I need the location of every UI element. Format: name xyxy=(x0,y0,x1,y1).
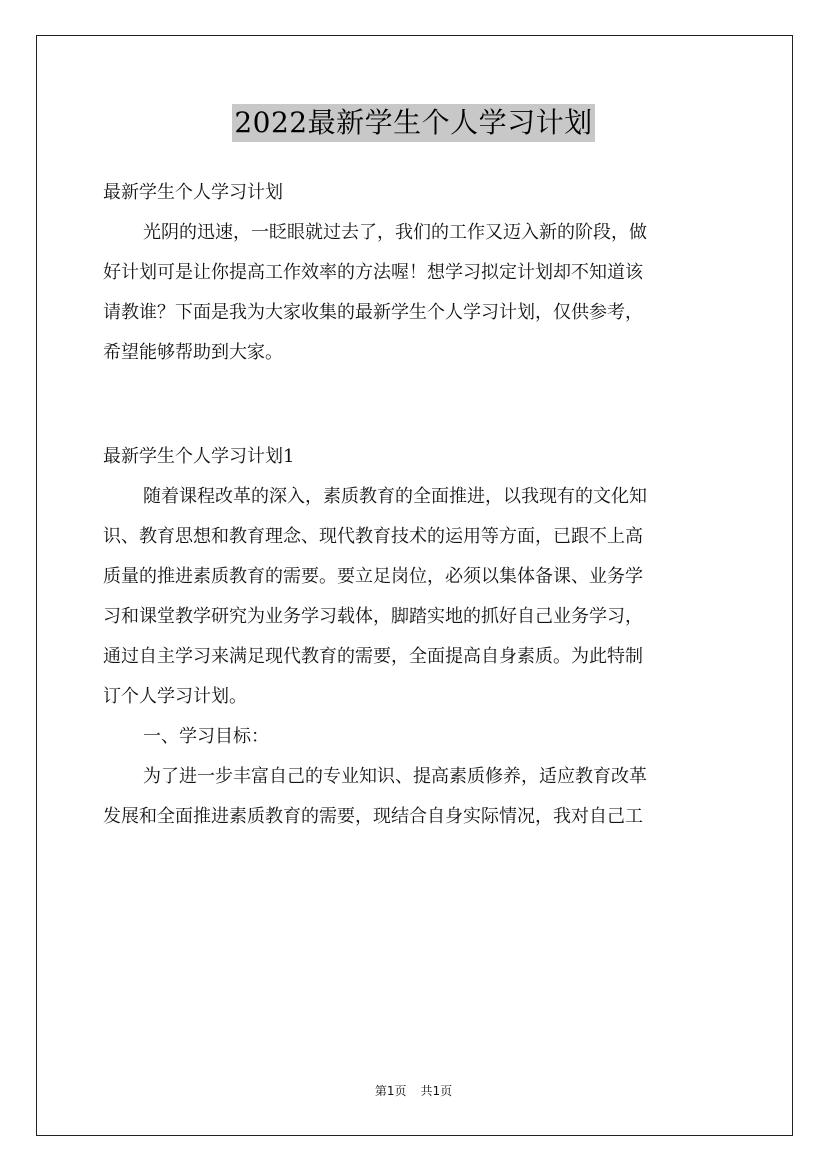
section1-heading: 最新学生个人学习计划1 xyxy=(103,446,295,467)
goal-heading: 一、学习目标： xyxy=(143,726,269,747)
intro-line: 请教谁？下面是我为大家收集的最新学生个人学习计划，仅供参考， xyxy=(103,302,643,323)
page-number-total: 共1页 xyxy=(420,1084,453,1098)
page-footer xyxy=(0,1082,827,1099)
document-body xyxy=(103,173,727,837)
document-title: 2022最新学生个人学习计划 xyxy=(232,104,594,142)
title-container xyxy=(0,104,827,142)
section1-line: 识、教育思想和教育理念、现代教育技术的运用等方面，已跟不上高 xyxy=(103,526,643,547)
section-gap xyxy=(103,373,727,437)
section1-line: 通过自主学习来满足现代教育的需要，全面提高自身素质。为此特制 xyxy=(103,646,643,667)
intro-heading: 最新学生个人学习计划 xyxy=(103,182,283,203)
goal-line: 发展和全面推进素质教育的需要，现结合自身实际情况，我对自己工 xyxy=(103,806,643,827)
intro-line: 希望能够帮助到大家。 xyxy=(103,342,283,363)
page-number-current: 第1页 xyxy=(374,1084,407,1098)
section1-line: 订个人学习计划。 xyxy=(103,686,247,707)
section1-line: 质量的推进素质教育的需要。要立足岗位，必须以集体备课、业务学 xyxy=(103,566,643,587)
intro-line: 光阴的迅速，一眨眼就过去了，我们的工作又迈入新的阶段，做 xyxy=(143,222,647,243)
section1-line: 习和课堂教学研究为业务学习载体，脚踏实地的抓好自己业务学习， xyxy=(103,606,643,627)
section1-line: 随着课程改革的深入，素质教育的全面推进，以我现有的文化知 xyxy=(143,486,647,507)
intro-line: 好计划可是让你提高工作效率的方法喔！想学习拟定计划却不知道该 xyxy=(103,262,643,283)
goal-line: 为了进一步丰富自己的专业知识、提高素质修养，适应教育改革 xyxy=(143,766,647,787)
